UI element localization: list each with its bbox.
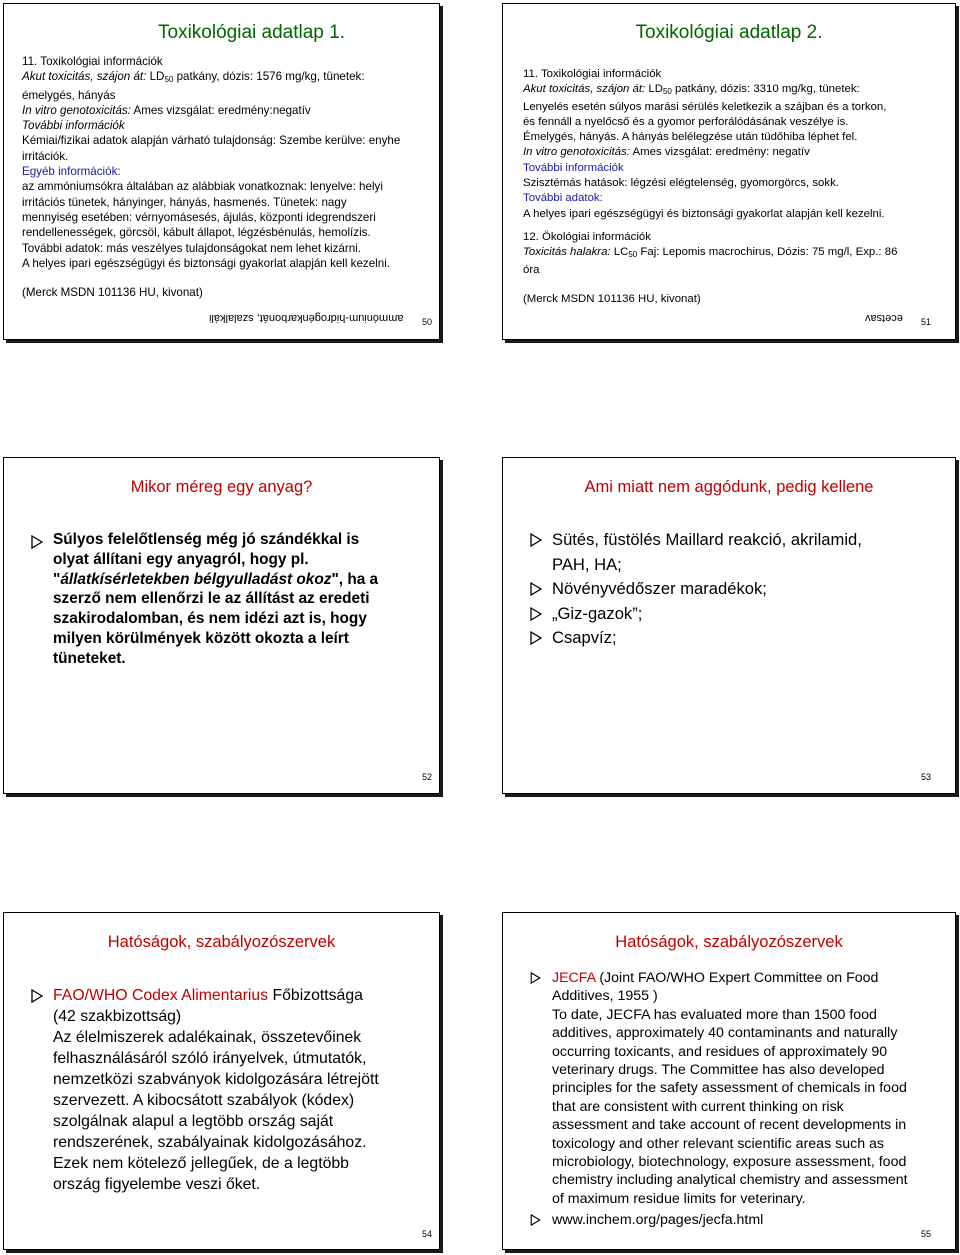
slide-52 bbox=[3, 457, 440, 794]
eco-heading: 12. Ökológiai információk bbox=[523, 230, 651, 243]
bullet-line: toxicology and other relevant scientific areas such as bbox=[552, 1135, 885, 1152]
list-item bbox=[530, 626, 950, 651]
bullet-line: (42 szakbizottság) bbox=[53, 1008, 182, 1025]
other-line: az ammóniumsókra általában az alábbiak vonatkoznak: lenyelve: helyi bbox=[22, 180, 383, 194]
hollow-arrow-bullet-icon bbox=[530, 972, 541, 984]
safety-line: A helyes ipari egészségügyi és biztonsági gyakorlat alapján kell kezelni. bbox=[22, 256, 390, 270]
invitro-line bbox=[22, 103, 437, 118]
lc-subscript: 50 bbox=[628, 250, 638, 260]
acute-label: Akut toxicitás, szájon át: bbox=[523, 83, 646, 96]
page-number: 55 bbox=[921, 1229, 932, 1239]
invitro-rest: Ames vizsgálat: eredmény:negatív bbox=[133, 103, 311, 117]
bullet-line: milyen körülmények között okozta a leírt bbox=[53, 629, 349, 647]
slide-51 bbox=[502, 3, 956, 340]
body-line: Lenyelés esetén súlyos marási sérülés keletkezik a szájban és a torkon, bbox=[523, 100, 887, 113]
page-number: 52 bbox=[422, 772, 433, 782]
bullet-line: occurring toxicants, and residues of approximately 90 bbox=[552, 1043, 888, 1060]
bullet-line: szerző nem ellenőrzi le az állítást az eredeti bbox=[53, 590, 370, 608]
bullet-line: microbiology, biotechnology, exposure assessment, food bbox=[552, 1154, 907, 1171]
mirrored-footer: ecetsav bbox=[865, 312, 903, 324]
mirrored-footer: ammónium-hidrogénkarbonát, szalalkáli bbox=[209, 312, 404, 324]
hollow-arrow-bullet-icon bbox=[530, 607, 542, 621]
bullet-first-line bbox=[552, 969, 955, 987]
page-number: 54 bbox=[422, 1229, 433, 1239]
further-info-label: További információk bbox=[22, 119, 125, 133]
acute-label: Akut toxicitás, szájon át: bbox=[22, 70, 147, 84]
section-heading: 11. Toxikológiai információk bbox=[22, 55, 163, 68]
slide-title: Hatóságok, szabályozószervek bbox=[107, 933, 336, 951]
ld-subscript: 50 bbox=[662, 87, 672, 97]
acute-rest: patkány, dózis: 1576 mg/kg, tünetek: bbox=[176, 70, 365, 84]
fish-line bbox=[523, 245, 953, 262]
acute-toxicity-line bbox=[523, 82, 953, 99]
bullet-first-line bbox=[53, 985, 436, 1006]
other-line bbox=[22, 195, 437, 210]
bullet-line: nemzetközi szabványok kidolgozására létrejött bbox=[53, 1071, 379, 1088]
hollow-arrow-bullet-icon bbox=[530, 582, 542, 596]
bullet-line: ország figyelembe veszi őket. bbox=[53, 1176, 261, 1193]
list-item bbox=[530, 969, 955, 1208]
list-item bbox=[530, 1211, 955, 1229]
slide-body bbox=[22, 54, 437, 300]
bullet-line: tüneteket. bbox=[53, 649, 126, 667]
hollow-arrow-bullet-icon bbox=[530, 533, 542, 547]
bullet-line: To date, JECFA has evaluated more than 1500 food bbox=[552, 1006, 877, 1023]
fish-label: Toxicitás halakra: bbox=[523, 246, 611, 259]
bullet-line: assessment and take account of recent developments in bbox=[552, 1117, 907, 1134]
slide-50 bbox=[3, 3, 440, 340]
slide-body bbox=[523, 67, 953, 307]
bullet-list bbox=[530, 969, 955, 1230]
first-line-rest: (Joint FAO/WHO Expert Committee on Food bbox=[599, 970, 879, 986]
bullet-line: chemistry including analytical chemistry and assessment bbox=[552, 1172, 908, 1189]
quote-mark: " bbox=[53, 570, 61, 588]
safety-line: A helyes ipari egészségügyi és biztonsági gyakorlat alapján kell kezelni. bbox=[523, 207, 885, 220]
slide-54 bbox=[3, 912, 440, 1250]
list-item bbox=[31, 530, 431, 669]
slide-title: Toxikológiai adatlap 1. bbox=[158, 22, 345, 43]
slide-title: Ami miatt nem aggódunk, pedig kellene bbox=[584, 478, 874, 496]
further-info-label: További információk bbox=[523, 161, 624, 174]
systemic-line: Szisztémás hatások: légzési elégtelenség, gyomorgörcs, sokk. bbox=[523, 177, 839, 190]
other-line: rendellenességek, görcsöl, kábult állapot, légzésbénulás, hemolízis. bbox=[22, 226, 371, 240]
jecfa-link[interactable]: www.inchem.org/pages/jecfa.html bbox=[552, 1212, 764, 1229]
invitro-label: In vitro genotoxicitás: bbox=[22, 103, 131, 117]
acute-rest: patkány, dózis: 3310 mg/kg, tünetek: bbox=[675, 83, 860, 96]
further-data-label: További adatok: bbox=[523, 192, 603, 205]
bullet-line: Súlyos felelőtlenség még jó szándékkal is bbox=[53, 531, 360, 548]
bullet-line: olyat állítani egy anyagról, hogy pl. bbox=[53, 550, 309, 568]
page-number: 51 bbox=[921, 317, 932, 327]
hollow-arrow-bullet-icon bbox=[31, 989, 43, 1003]
bullet-line: Csapvíz; bbox=[552, 628, 617, 647]
ld-label: LD bbox=[149, 70, 165, 84]
page-number: 50 bbox=[422, 317, 433, 327]
bullet-line: veterinary drugs. The Committee has also developed bbox=[552, 1062, 885, 1079]
slide-title: Mikor méreg egy anyag? bbox=[130, 478, 313, 496]
slide-55 bbox=[502, 912, 956, 1250]
quote-suffix: ", ha a bbox=[331, 570, 379, 588]
bullet-list bbox=[31, 985, 436, 1195]
page-number: 53 bbox=[921, 772, 932, 782]
slide-title: Toxikológiai adatlap 2. bbox=[635, 22, 823, 43]
list-item bbox=[530, 577, 950, 602]
invitro-rest: Ames vizsgálat: eredmény: negatív bbox=[632, 146, 810, 159]
bullet-line: szervezett. A kibocsátott szabályok (kódex) bbox=[53, 1092, 355, 1109]
bullet-line: that are consistent with current thinking on risk bbox=[552, 1098, 844, 1115]
bullet-list bbox=[31, 530, 431, 669]
fish-rest: Faj: Lepomis macrochirus, Dózis: 75 mg/l, Exp.: 86 bbox=[640, 246, 898, 259]
source-line: (Merck MSDN 101136 HU, kivonat) bbox=[523, 292, 701, 305]
bullet-line: Ezek nem kötelező jellegűek, de a legtöbb bbox=[53, 1155, 349, 1172]
section-heading: 11. Toxikológiai információk bbox=[523, 68, 662, 80]
bullet-line: PAH, HA; bbox=[552, 554, 622, 574]
jecfa-name: JECFA bbox=[552, 970, 596, 986]
first-line-rest: Főbizottsága bbox=[272, 987, 363, 1004]
other-line-part: irritációs tünetek, hányinger, hányás, hasmenés. bbox=[22, 195, 271, 209]
list-item bbox=[530, 602, 950, 627]
slide-53 bbox=[502, 457, 956, 794]
bullet-list bbox=[530, 528, 950, 651]
invitro-line bbox=[523, 145, 953, 160]
invitro-label: In vitro genotoxicitás: bbox=[523, 146, 630, 159]
bullet-line-quote bbox=[53, 570, 431, 590]
bullet-line: „Giz-gazok”; bbox=[552, 603, 643, 623]
body-line: és fennáll a nyelőcső és a gyomor perforálódásának veszélye is. bbox=[523, 115, 849, 128]
bullet-line: principles for the safety assessment of chemicals in food bbox=[552, 1080, 907, 1097]
source-line: (Merck MSDN 101136 HU, kivonat) bbox=[22, 286, 203, 300]
hollow-arrow-bullet-icon bbox=[31, 535, 43, 549]
further-data: További adatok: más veszélyes tulajdonságokat nem lehet kizárni. bbox=[22, 241, 361, 255]
lc-label: LC bbox=[613, 246, 629, 259]
list-item bbox=[31, 985, 436, 1195]
bullet-line: rendszerének, szabályainak kidolgozásához. bbox=[53, 1134, 367, 1151]
hollow-arrow-bullet-icon bbox=[530, 631, 542, 645]
chem-line: Kémiai/fizikai adatok alapján várható tulajdonság: Szembe kerülve: enyhe bbox=[22, 134, 401, 148]
chem-line: irritációk. bbox=[22, 149, 69, 163]
bullet-line: Sütés, füstölés Maillard reakció, akrilamid, bbox=[552, 530, 862, 549]
ld-label: LD bbox=[648, 83, 663, 96]
bullet-line: szakirodalomban, és nem idézi azt is, hogy bbox=[53, 610, 367, 628]
acute-cont: émelygés, hányás bbox=[22, 88, 116, 102]
bullet-line: additives, approximately 40 contaminants and naturally bbox=[552, 1025, 898, 1042]
hollow-arrow-bullet-icon bbox=[530, 1214, 541, 1226]
slide-title: Hatóságok, szabályozószervek bbox=[615, 933, 843, 951]
other-line: mennyiség esetében: vérnyomásesés, ájulás, központi idegrendszeri bbox=[22, 210, 376, 224]
codex-name: FAO/WHO Codex Alimentarius bbox=[53, 987, 269, 1004]
fish-cont: óra bbox=[523, 263, 540, 276]
other-line-part: Tünetek: nagy bbox=[273, 195, 347, 209]
ld-subscript: 50 bbox=[164, 75, 174, 85]
bullet-line: Az élelmiszerek adalékainak, összetevőinek bbox=[53, 1029, 362, 1046]
bullet-line: of maximum residue limits for veterinary. bbox=[552, 1190, 806, 1207]
quote-italic: állatkísérletekben bélgyulladást okoz bbox=[60, 570, 332, 588]
acute-toxicity-line bbox=[22, 69, 437, 87]
list-item bbox=[530, 528, 950, 577]
other-info-label: Egyéb információk: bbox=[22, 165, 121, 179]
bullet-line: szolgálnak alapul a legtöbb ország saját bbox=[53, 1113, 334, 1130]
bullet-line: Additives, 1955 ) bbox=[552, 988, 658, 1005]
bullet-line: Növényvédőszer maradékok; bbox=[552, 579, 767, 598]
bullet-line: felhasználásáról szóló irányelvek, útmutatók, bbox=[53, 1050, 367, 1067]
body-line: Émelygés, hányás. A hányás belélegzése után tüdőhiba léphet fel. bbox=[523, 131, 858, 144]
